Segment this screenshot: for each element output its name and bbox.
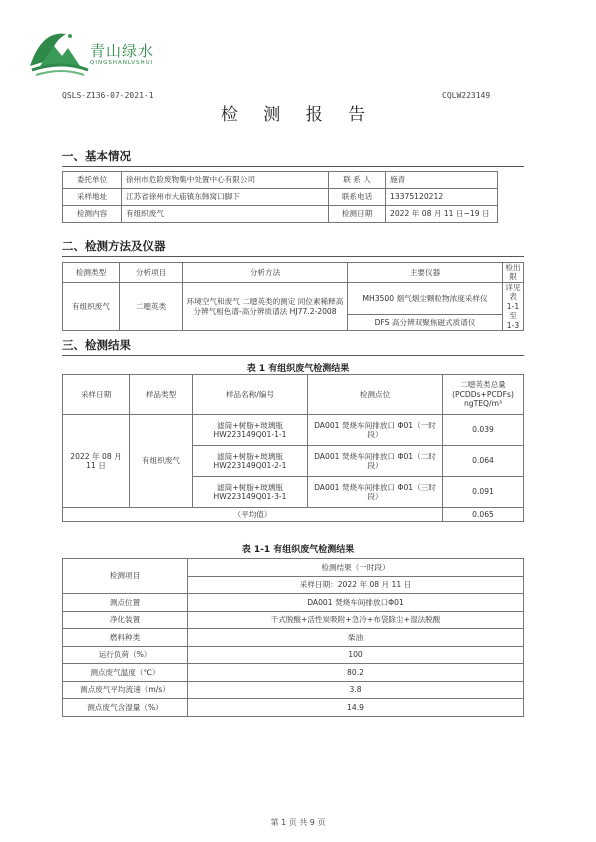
section-method: 二、检测方法及仪器: [62, 239, 166, 253]
label-contact: 联 系 人: [329, 172, 386, 189]
value-contact: 施青: [386, 172, 498, 189]
row-value: 14.9: [188, 699, 524, 717]
header-limit: 检出限: [503, 263, 524, 283]
header-instrument: 主要仪器: [348, 263, 503, 283]
method-desc: 环境空气和废气 二噁英类的测定 同位素稀释高分辨气相色谱-高分辨质谱法 HJ77.2-2008: [183, 282, 348, 330]
label-client: 委托单位: [63, 172, 122, 189]
value-date: 2022 年 08 月 11 日~19 日: [386, 206, 498, 223]
table-row: [63, 189, 498, 206]
method-item: 二噁英类: [120, 282, 183, 330]
section-divider: [62, 355, 524, 356]
header-type: 检测类型: [63, 263, 120, 283]
instrument-2: DFS 高分辨双聚焦磁式质谱仪: [348, 315, 503, 331]
row-value: DA001 焚烧车间排放口Φ01: [188, 594, 524, 612]
basic-info-table: [62, 171, 498, 223]
row-value: 100: [188, 646, 524, 664]
table-row: [63, 646, 524, 664]
header-item: 分析项目: [120, 263, 183, 283]
row-label: 测点废气平均流速（m/s）: [63, 681, 188, 699]
header-date: 采样日期: [63, 375, 130, 415]
doc-number-right: CQLW223149: [442, 91, 491, 100]
table-row: [63, 282, 524, 314]
table-header-row: [63, 375, 524, 415]
sample-type: 有组织废气: [130, 415, 193, 508]
section-results: 三、检测结果: [62, 338, 131, 352]
value-address: 江苏省徐州市大庙镇东韩窝口脚下: [122, 189, 329, 206]
section-divider: [62, 256, 524, 257]
row-label: 测点废气含湿量（%）: [63, 699, 188, 717]
page-title: 检 测 报 告: [220, 105, 376, 125]
value-phone: 13375120212: [386, 189, 498, 206]
logo-subtitle: QINGSHANLVSHUI: [90, 60, 154, 66]
sample-date: 2022 年 08 月 11 日: [63, 415, 130, 508]
table2-caption: 表 1-1 有组织废气检测结果: [241, 545, 355, 555]
row-label: 燃料种类: [63, 629, 188, 647]
header-method: 分析方法: [183, 263, 348, 283]
header-result-period: 检测结果（一时段）: [188, 559, 524, 577]
sample-name: 滤筒+树脂+玻璃瓶 HW223149Q01-1-1: [193, 415, 308, 446]
row-label: 测点废气温度（℃）: [63, 664, 188, 682]
label-address: 采样地址: [63, 189, 122, 206]
method-type: 有组织废气: [63, 282, 120, 330]
header-sample-type: 样品类型: [130, 375, 193, 415]
method-limit: 详见表 1-1 至 1-3: [503, 282, 524, 330]
detail-table: [62, 558, 524, 717]
page-footer: 第 1 页 共 9 页: [270, 818, 326, 827]
doc-number-left: QSLS-Z136-07-2021-1: [62, 91, 154, 100]
row-label: 测点位置: [63, 594, 188, 612]
sample-date-row: 采样日期：2022 年 08 月 11 日: [188, 576, 524, 594]
table-row: [63, 681, 524, 699]
table-row: [63, 415, 524, 446]
table-header-row: [63, 559, 524, 577]
label-date: 检测日期: [329, 206, 386, 223]
table1-caption: 表 1 有组织废气检测结果: [246, 364, 350, 374]
header-point: 检测点位: [308, 375, 443, 415]
header-result: 二噁英类总量 (PCDDs+PCDFs) ngTEQ/m³: [443, 375, 524, 415]
row-value: 柴油: [188, 629, 524, 647]
row-label: 运行负荷（%）: [63, 646, 188, 664]
average-label: （平均值）: [63, 508, 443, 522]
value-content: 有组织废气: [122, 206, 329, 223]
row-value: 80.2: [188, 664, 524, 682]
row-label: 净化装置: [63, 611, 188, 629]
section-divider: [62, 166, 524, 167]
sample-value: 0.039: [443, 415, 524, 446]
table-row: [63, 172, 498, 189]
row-value: 干式脱酸+活性炭吸附+急冷+布袋除尘+湿法脱酸: [188, 611, 524, 629]
header-item: 检测项目: [63, 559, 188, 594]
table-row: [63, 699, 524, 717]
label-phone: 联系电话: [329, 189, 386, 206]
table-row: [63, 611, 524, 629]
sample-name: 滤筒+树脂+玻璃瓶 HW223149Q01-2-1: [193, 446, 308, 477]
results-table: [62, 374, 524, 522]
sample-name: 滤筒+树脂+玻璃瓶 HW223149Q01-3-1: [193, 477, 308, 508]
table-row: [63, 664, 524, 682]
average-value: 0.065: [443, 508, 524, 522]
table-row: [63, 594, 524, 612]
sample-value: 0.091: [443, 477, 524, 508]
sample-value: 0.064: [443, 446, 524, 477]
table-row: [63, 206, 498, 223]
table-header-row: [63, 263, 524, 283]
instrument-1: MH3500 烟气烟尘颗粒物浓度采样仪: [348, 282, 503, 314]
sample-point: DA001 焚烧车间排放口 Φ01（二时段）: [308, 446, 443, 477]
value-client: 徐州市危险废物集中处置中心有限公司: [122, 172, 329, 189]
sample-point: DA001 焚烧车间排放口 Φ01（三时段）: [308, 477, 443, 508]
sample-point: DA001 焚烧车间排放口 Φ01（一时段）: [308, 415, 443, 446]
label-content: 检测内容: [63, 206, 122, 223]
row-value: 3.8: [188, 681, 524, 699]
table-row: [63, 508, 524, 522]
header-sample-name: 样品名称/编号: [193, 375, 308, 415]
logo-name: 青山绿水: [90, 42, 155, 60]
method-table: [62, 262, 524, 331]
table-row: [63, 629, 524, 647]
section-basic-info: 一、基本情况: [62, 149, 131, 163]
